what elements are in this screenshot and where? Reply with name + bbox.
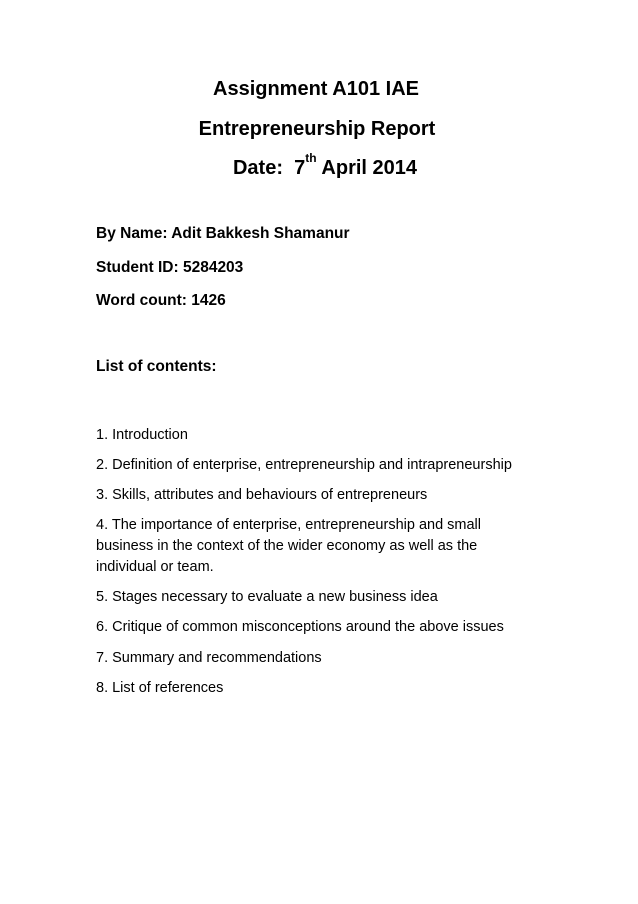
word-count: Word count: 1426 bbox=[96, 292, 226, 309]
contents-item: 1. Introduction bbox=[96, 427, 188, 443]
date-rest: April 2014 bbox=[321, 157, 418, 179]
assignment-title-text: Assignment A101 IAE bbox=[213, 78, 419, 100]
contents-item: 4. The importance of enterprise, entrepreneurship and small business in the context of the wider economy as well as the individual or team. bbox=[96, 517, 482, 575]
report-title bbox=[0, 118, 638, 141]
contents-item: 3. Skills, attributes and behaviours of entrepreneurs bbox=[96, 487, 428, 503]
contents-item: 5. Stages necessary to evaluate a new business idea bbox=[96, 589, 438, 605]
contents-item: 7. Summary and recommendations bbox=[96, 650, 322, 666]
date-label: Date: bbox=[232, 157, 283, 179]
contents-item: 2. Definition of enterprise, entrepreneurship and intrapreneurship bbox=[96, 457, 512, 473]
date-day: 7 bbox=[294, 157, 306, 179]
contents-heading: List of contents: bbox=[96, 358, 217, 375]
contents-item: 8. List of references bbox=[96, 680, 224, 696]
author-name: By Name: Adit Bakkesh Shamanur bbox=[96, 225, 350, 242]
contents-item: 6. Critique of common misconceptions around the above issues bbox=[96, 619, 504, 635]
report-title-text: Entrepreneurship Report bbox=[198, 118, 436, 140]
report-date-line bbox=[232, 151, 418, 179]
student-id: Student ID: 5284203 bbox=[96, 259, 244, 276]
report-date bbox=[0, 151, 638, 180]
date-ordinal: th bbox=[305, 151, 317, 166]
assignment-title bbox=[0, 78, 638, 101]
